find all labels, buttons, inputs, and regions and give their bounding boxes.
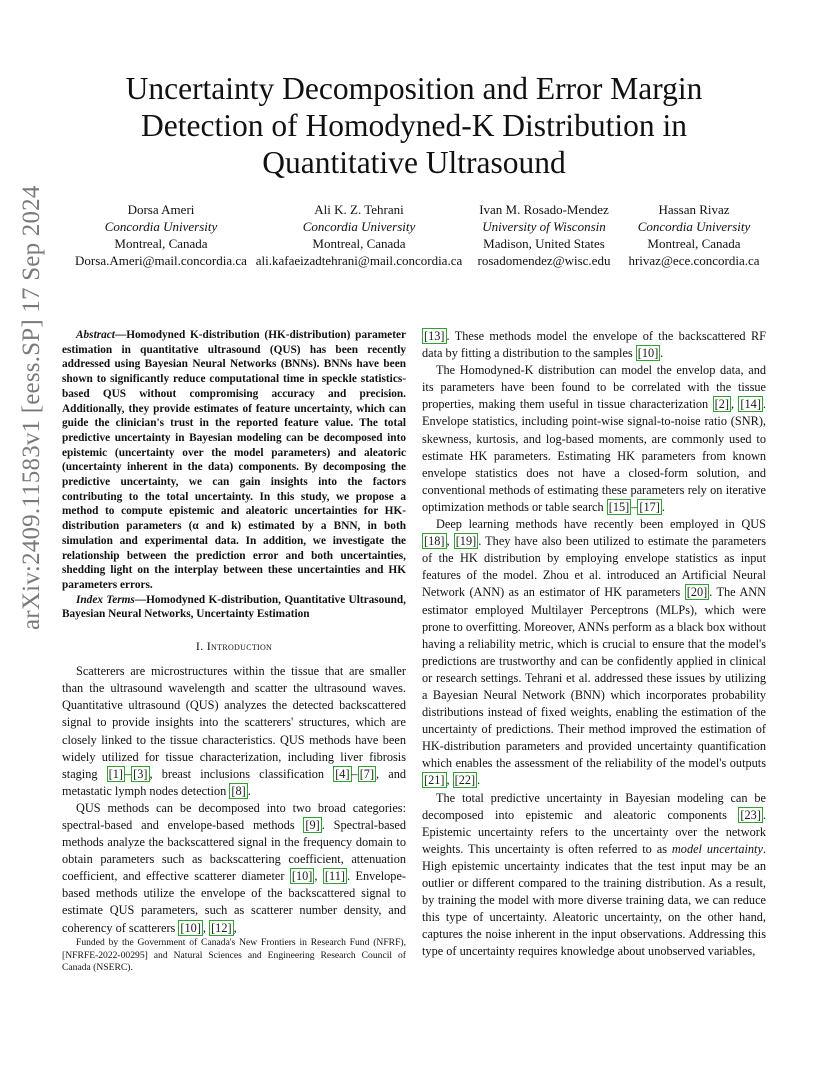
intro-paragraph (422, 516, 766, 790)
text-run: Scatterers are microstructures within the tissue that are smaller than the ultrasound wavelength and scatter the ultrasound waves. Quantitative ultrasound (QUS) analyzes the detected backscattered signal to provide insights into the scatterers' structures, which are closely linked to the tissue characteristics. QUS methods have been widely utilized for tissue characterization, including liver fibrosis staging (62, 664, 406, 781)
citation-link[interactable]: [19] (455, 534, 477, 549)
author-location: Madison, United States (483, 236, 605, 251)
citation-link[interactable]: [8] (231, 783, 246, 798)
citation-link[interactable]: [13] (424, 329, 445, 343)
citation-link[interactable]: [2] (714, 397, 729, 412)
author-location: Montreal, Canada (647, 236, 741, 251)
abstract-text: —Homodyned K-distribution (HK-distribution) parameter estimation in quantitative ultrasound (QUS) has been recently addressed using Bayesian Neural Networks (BNNs). BNNs have been shown to significantly reduce computational time in speckle statistics-based QUS without compromising accuracy and precision. Additionally, they provide estimates of feature uncertainty, which can guide the clinician's trust in the reported feature value. The total predictive uncertainty in Bayesian modeling can be decomposed into epistemic (uncertainty over the model parameters) and aleatoric (uncertainty inherent in the data) components. By decomposing the predictive uncertainty, we can gain insights into the factors contributing to the total uncertainty. In this study, we propose a method to compute epistemic and aleatoric uncertainties for HK-distribution parameters (α and k) estimated by a BNN, in both simulation and experimental data. In addition, we investigate the relationship between the prediction error and both uncertainties, shedding light on the interplay between these uncertainties and HK parameters errors. (62, 329, 406, 591)
text-run: . High epistemic uncertainty indicates that the test input may be an outlier or different compared to the training distribution. As a result, by training the model with more diverse training data, we can reduce this type of uncertainty. Aleatoric uncertainty, on the other hand, captures the noise inherent in the input observations. Addressing this type of uncertainty requires knowledge about unobserved variables, (422, 841, 766, 959)
funding-footnote: Funded by the Government of Canada's New Frontiers in Research Fund (NFRF), [NFRFE-2022-00295] and Natural Sciences and Engineering Research Council of Canada (NSERC). (62, 937, 406, 973)
text-run: , (233, 920, 237, 935)
citation-link[interactable]: [4] (335, 766, 350, 781)
text-run: . (661, 499, 665, 514)
citation-link[interactable]: [15] (608, 499, 630, 514)
text-run: , (730, 397, 739, 412)
text-run: , (446, 534, 454, 549)
citation-link[interactable]: [21] (424, 773, 445, 788)
author-affiliation: Concordia University (637, 219, 751, 234)
citation-link[interactable]: [20] (686, 585, 708, 600)
citation-link[interactable]: [17] (639, 499, 660, 514)
text-run: , and metastatic lymph nodes detection (62, 766, 407, 798)
text-run: . Epistemic uncertainty refers to the uncertainty over the network weights. This uncertainty is often referred to as (422, 807, 766, 856)
left-column (62, 328, 406, 937)
citation-link[interactable]: [12] (211, 920, 232, 935)
section-title: Introduction (206, 639, 273, 654)
paper-title (60, 70, 768, 181)
text-run: . (247, 783, 251, 798)
citation-link[interactable]: [14] (740, 397, 761, 412)
section-number: I. (195, 639, 204, 654)
author-block (472, 201, 616, 269)
citation-link[interactable]: [7] (359, 766, 375, 781)
text-run: . The ANN estimator employed Multilayer Perceptrons (MLPs), which were prone to overfitting. Moreover, ANNs perform as a black box without having a reliability metric, which is crucial to ensure that the model's predictions are trustworthy and can be confidently applied in clinical or research settings. Tehrani et al. addressed these issues by utilizing a Bayesian Neural Network (BNN) which incorporates probability distributions instead of fixed weights, enabling the estimation of the uncertainty of predictions. Their method improved the estimation of HK-distribution parameters and provided uncertainty quantification which enables the assessment of the reliability of the model's outputs (422, 585, 766, 771)
index-terms-text: —Homodyned K-distribution, Quantitative Ultrasound, Bayesian Neural Networks, Uncertainty Estimation (62, 593, 406, 621)
text-run: . Envelope-based methods utilize the envelope of the backscattered signal to estimate QUS parameters, such as scatterer number density, and coherency of scatterers (62, 869, 406, 935)
abstract-label: Abstract (76, 329, 115, 341)
title-line: Detection of Homodyned-K Distribution in (141, 108, 687, 143)
text-run: . These methods model the envelope of the backscattered RF data by fitting a distribution to the samples (422, 329, 766, 361)
text-run: . Spectral-based methods analyze the backscattered signal in the frequency domain to obtain parameters such as backscattering coefficient, attenuation coefficient, and effective scatterer diameter (62, 818, 406, 884)
intro-paragraph (422, 328, 766, 362)
author-location: Montreal, Canada (114, 236, 208, 251)
author-affiliation: Concordia University (104, 219, 218, 234)
intro-paragraph (62, 663, 406, 800)
text-run: , (446, 773, 453, 788)
citation-link[interactable]: [9] (305, 818, 320, 832)
citation-link[interactable]: [10] (291, 869, 313, 884)
intro-paragraph (62, 800, 406, 937)
text-run: QUS methods can be decomposed into two broad categories: spectral-based and envelope-based methods (62, 800, 406, 832)
text-run: – (631, 499, 638, 514)
arxiv-identifier: arXiv:2409.11583v1 [eess.SP] 17 Sep 2024 (18, 185, 45, 630)
text-run: , (202, 920, 210, 935)
text-run: – (351, 766, 358, 781)
text-run: Deep learning methods have recently been employed in QUS (436, 517, 766, 532)
citation-link[interactable]: [18] (424, 534, 445, 549)
citation-link[interactable]: [1] (108, 766, 123, 781)
author-name: Hassan Rivaz (658, 202, 730, 217)
author-name: Dorsa Ameri (127, 202, 195, 217)
text-run: . (660, 346, 664, 361)
author-email[interactable]: ali.kafaeizadtehrani@mail.concordia.ca (255, 253, 463, 268)
section-heading (62, 638, 406, 655)
author-location: Montreal, Canada (312, 236, 406, 251)
intro-paragraph (422, 790, 766, 961)
text-run: The Homodyned-K distribution can model the envelop data, and its parameters have been found to be correlated with the tissue properties, making them useful in tissue characterization (422, 363, 766, 412)
abstract (62, 328, 406, 593)
text-run: , breast inclusions classification (149, 766, 334, 781)
intro-paragraph (422, 362, 766, 516)
author-email[interactable]: hrivaz@ece.concordia.ca (628, 253, 760, 268)
citation-link[interactable]: [23] (740, 807, 761, 822)
title-line: Quantitative Ultrasound (262, 145, 566, 180)
index-terms-label: Index Terms (76, 593, 135, 606)
text-run: . (477, 773, 481, 788)
text-run: – (125, 766, 132, 781)
right-column (422, 328, 766, 960)
author-block (620, 201, 768, 269)
title-line: Uncertainty Decomposition and Error Margin (125, 71, 703, 106)
emphasis-term: model uncertainty (671, 841, 763, 856)
text-run: , (314, 869, 323, 884)
citation-link[interactable]: [10] (637, 346, 659, 361)
author-name: Ivan M. Rosado-Mendez (479, 202, 609, 217)
text-run: . Envelope statistics, including point-wise signal-to-noise ratio (SNR), skewness, kurtosis, and log-based moments, are commonly used to estimate HK parameters. Estimating HK parameters from known envelope statistics does not have a closed-form solution, and conventional methods of estimating these parameters rely on iterative optimization methods or table search (422, 397, 766, 514)
citation-link[interactable]: [10] (180, 920, 201, 935)
citation-link[interactable]: [3] (133, 766, 148, 781)
citation-link[interactable]: [11] (324, 869, 345, 884)
author-block (248, 201, 470, 269)
author-email[interactable]: rosadomendez@wisc.edu (477, 253, 611, 268)
author-block (62, 201, 260, 269)
index-terms (62, 593, 406, 622)
text-run: The total predictive uncertainty in Bayesian modeling can be decomposed into epistemic and aleatoric components (422, 790, 766, 822)
text-run: . They have also been utilized to estimate the parameters of the HK distribution by employing envelope statistics as input features of the model. Zhou et al. introduced an Artificial Neural Network (ANN) as an estimator of HK parameters (422, 534, 766, 600)
citation-link[interactable]: [22] (454, 773, 476, 788)
author-name: Ali K. Z. Tehrani (314, 202, 404, 217)
author-affiliation: University of Wisconsin (482, 219, 606, 234)
author-affiliation: Concordia University (302, 219, 416, 234)
author-email[interactable]: Dorsa.Ameri@mail.concordia.ca (75, 253, 247, 268)
